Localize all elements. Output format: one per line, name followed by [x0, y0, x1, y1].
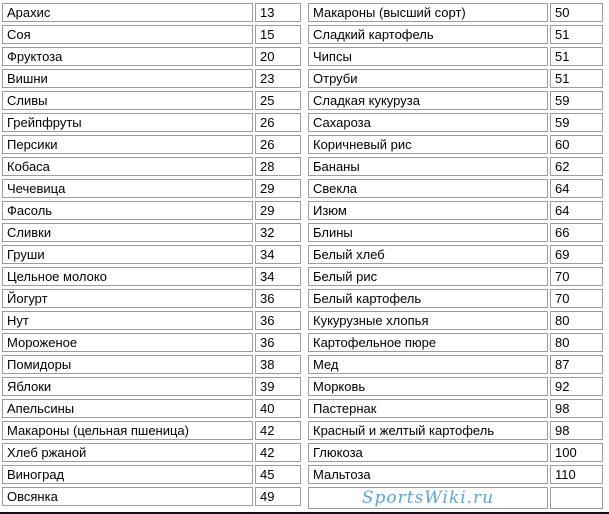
- gi-value-cell: 80: [550, 311, 603, 330]
- gi-value-cell: 34: [255, 267, 301, 286]
- table-row: [2, 25, 301, 44]
- table-row: [2, 91, 301, 110]
- food-name-cell: Морковь: [308, 377, 548, 396]
- gi-value-cell: 70: [550, 289, 603, 308]
- gi-value-cell: 59: [550, 113, 603, 132]
- table-row: [308, 267, 603, 286]
- table-row: [2, 377, 301, 396]
- food-name-cell: Кобаса: [2, 157, 253, 176]
- food-name-cell: Грейпфруты: [2, 113, 253, 132]
- gi-value-cell: 50: [550, 3, 603, 22]
- food-name-cell: Сливки: [2, 223, 253, 242]
- gi-value-cell: 13: [255, 3, 301, 22]
- table-row: [308, 113, 603, 132]
- table-row: [2, 157, 301, 176]
- gi-value-cell: [550, 487, 603, 509]
- gi-value-cell: 39: [255, 377, 301, 396]
- table-row: [2, 443, 301, 462]
- table-row: [2, 465, 301, 484]
- gi-value-cell: 80: [550, 333, 603, 352]
- table-row: [308, 91, 603, 110]
- gi-value-cell: 29: [255, 179, 301, 198]
- food-name-cell: Йогурт: [2, 289, 253, 308]
- food-name-cell: Виноград: [2, 465, 253, 484]
- food-name-cell: Цельное молоко: [2, 267, 253, 286]
- gi-value-cell: 64: [550, 201, 603, 220]
- gi-value-cell: 38: [255, 355, 301, 374]
- food-name-cell: Яблоки: [2, 377, 253, 396]
- table-row: [2, 267, 301, 286]
- food-name-cell: Белый картофель: [308, 289, 548, 308]
- food-name-cell: Мороженое: [2, 333, 253, 352]
- food-name-cell: Мальтоза: [308, 465, 548, 484]
- table-row: [308, 487, 603, 509]
- table-row: [308, 245, 603, 264]
- table-row: [2, 179, 301, 198]
- gi-value-cell: 70: [550, 267, 603, 286]
- gi-value-cell: 64: [550, 179, 603, 198]
- food-name-cell: Макароны (высший сорт): [308, 3, 548, 22]
- food-name-cell: Фасоль: [2, 201, 253, 220]
- food-name-cell: Белый рис: [308, 267, 548, 286]
- table-row: [308, 377, 603, 396]
- table-row: [308, 399, 603, 418]
- gi-value-cell: 28: [255, 157, 301, 176]
- gi-value-cell: 25: [255, 91, 301, 110]
- table-row: [2, 135, 301, 154]
- gi-value-cell: 49: [255, 487, 301, 506]
- food-name-cell: Сахароза: [308, 113, 548, 132]
- gi-value-cell: 51: [550, 25, 603, 44]
- gi-value-cell: 36: [255, 333, 301, 352]
- food-name-cell: Глюкоза: [308, 443, 548, 462]
- table-row: [2, 69, 301, 88]
- gi-value-cell: 100: [550, 443, 603, 462]
- food-name-cell: Изюм: [308, 201, 548, 220]
- table-row: [308, 47, 603, 66]
- food-name-cell: Нут: [2, 311, 253, 330]
- gi-value-cell: 92: [550, 377, 603, 396]
- gi-value-cell: 23: [255, 69, 301, 88]
- gi-value-cell: 51: [550, 47, 603, 66]
- gi-value-cell: 51: [550, 69, 603, 88]
- table-row: [2, 223, 301, 242]
- table-row: [308, 157, 603, 176]
- gi-value-cell: 26: [255, 135, 301, 154]
- gi-value-cell: 36: [255, 289, 301, 308]
- food-name-cell: Овсянка: [2, 487, 253, 506]
- glycemic-index-table-right: [306, 0, 605, 512]
- food-name-cell: Мед: [308, 355, 548, 374]
- table-row: [308, 465, 603, 484]
- table-row: [308, 135, 603, 154]
- food-name-cell: Белый хлеб: [308, 245, 548, 264]
- food-name-cell: Коричневый рис: [308, 135, 548, 154]
- sportswiki-logo: SportsWiki.ru: [361, 488, 495, 508]
- gi-value-cell: 110: [550, 465, 603, 484]
- gi-value-cell: 32: [255, 223, 301, 242]
- food-name-cell: Свекла: [308, 179, 548, 198]
- table-row: [2, 311, 301, 330]
- table-row: [308, 355, 603, 374]
- gi-value-cell: 69: [550, 245, 603, 264]
- food-name-cell: Хлеб ржаной: [2, 443, 253, 462]
- gi-value-cell: 15: [255, 25, 301, 44]
- table-row: [2, 245, 301, 264]
- gi-value-cell: 26: [255, 113, 301, 132]
- table-row: [2, 421, 301, 440]
- glycemic-index-table-left: [0, 0, 303, 509]
- table-row: [308, 289, 603, 308]
- table-row: [2, 289, 301, 308]
- table-row: [308, 25, 603, 44]
- table-row: [308, 201, 603, 220]
- food-name-cell: Кукурузные хлопья: [308, 311, 548, 330]
- table-row: [308, 333, 603, 352]
- food-name-cell: Бананы: [308, 157, 548, 176]
- table-row: [2, 47, 301, 66]
- food-name-cell: Соя: [2, 25, 253, 44]
- gi-value-cell: 62: [550, 157, 603, 176]
- food-name-cell: Арахис: [2, 3, 253, 22]
- gi-value-cell: 40: [255, 399, 301, 418]
- food-name-cell: Помидоры: [2, 355, 253, 374]
- gi-value-cell: 87: [550, 355, 603, 374]
- food-name-cell: Пастернак: [308, 399, 548, 418]
- food-name-cell: Сладкая кукуруза: [308, 91, 548, 110]
- gi-value-cell: 42: [255, 443, 301, 462]
- gi-value-cell: 59: [550, 91, 603, 110]
- gi-value-cell: 45: [255, 465, 301, 484]
- table-row: [2, 201, 301, 220]
- food-name-cell: Красный и желтый картофель: [308, 421, 548, 440]
- gi-value-cell: 98: [550, 399, 603, 418]
- table-row: [308, 443, 603, 462]
- table-row: [308, 69, 603, 88]
- food-name-cell: Персики: [2, 135, 253, 154]
- food-name-cell: Фруктоза: [2, 47, 253, 66]
- food-name-cell: Отруби: [308, 69, 548, 88]
- table-row: [2, 333, 301, 352]
- food-name-cell: Груши: [2, 245, 253, 264]
- gi-value-cell: 36: [255, 311, 301, 330]
- gi-value-cell: 66: [550, 223, 603, 242]
- table-row: [308, 421, 603, 440]
- food-name-cell: Апельсины: [2, 399, 253, 418]
- table-row: [2, 487, 301, 506]
- food-name-cell: Макароны (цельная пшеница): [2, 421, 253, 440]
- gi-value-cell: 42: [255, 421, 301, 440]
- table-row: [308, 3, 603, 22]
- gi-value-cell: 34: [255, 245, 301, 264]
- gi-value-cell: 20: [255, 47, 301, 66]
- food-name-cell: Блины: [308, 223, 548, 242]
- food-name-cell: Чечевица: [2, 179, 253, 198]
- gi-value-cell: 98: [550, 421, 603, 440]
- gi-value-cell: 29: [255, 201, 301, 220]
- food-name-cell: Картофельное пюре: [308, 333, 548, 352]
- table-row: [2, 3, 301, 22]
- table-row: [308, 311, 603, 330]
- table-row: [2, 113, 301, 132]
- gi-value-cell: 60: [550, 135, 603, 154]
- food-name-cell: [308, 487, 548, 509]
- food-name-cell: Сливы: [2, 91, 253, 110]
- food-name-cell: Вишни: [2, 69, 253, 88]
- table-row: [308, 179, 603, 198]
- food-name-cell: Чипсы: [308, 47, 548, 66]
- table-row: [308, 223, 603, 242]
- table-row: [2, 399, 301, 418]
- food-name-cell: Сладкий картофель: [308, 25, 548, 44]
- table-row: [2, 355, 301, 374]
